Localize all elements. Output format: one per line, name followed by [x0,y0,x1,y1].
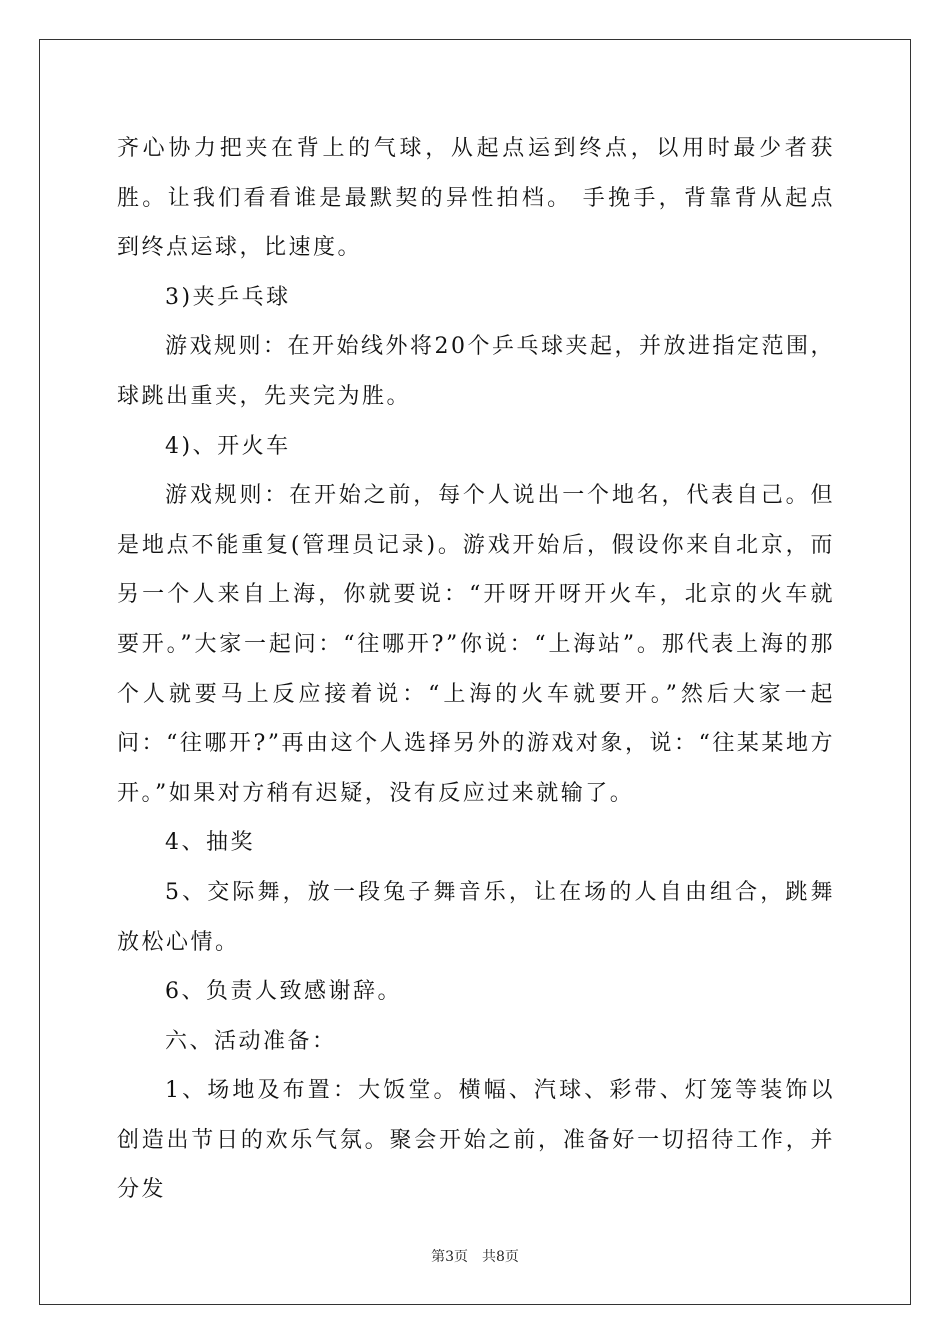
item-thanks-speech: 6、负责人致感谢辞。 [165,979,402,1005]
heading-train-game: 4)、开火车 [165,433,291,459]
paragraph-venue-setup: 1、场地及布置：大饭堂。横幅、汽球、彩带、灯笼等装饰以创造出节日的欢乐气氛。聚会开始之前，准备好一切招待工作，并分发 [117,1078,835,1203]
item-lottery: 4、抽奖 [165,830,255,856]
page-number-footer: 第3页 共8页 [431,1249,519,1265]
item-social-dance: 5、交际舞，放一段兔子舞音乐，让在场的人自由组合，跳舞放松心情。 [117,879,835,955]
section-heading-preparation: 六、活动准备： [165,1028,337,1054]
paragraph-train-rules: 游戏规则：在开始之前，每个人说出一个地名，代表自己。但是地点不能重复(管理员记录)。游戏开始后，假设你来自北京，而另一个人来自上海，你就要说：“开呀开呀开火车，北京的火车就要开。”大家一起问：“往哪开?”你说：“上海站”。那代表上海的那个人就要马上反应接着说：“上海的火车就要开。”然后大家一起问：“往哪开?”再由这个人选择另外的游戏对象，说：“往某某地方开。”如果对方稍有迟疑，没有反应过来就输了。 [117,483,835,806]
heading-ping-pong-game: 3)夹乒乓球 [165,284,291,310]
paragraph-ping-pong-rules: 游戏规则：在开始线外将20个乒乓球夹起，并放进指定范围，球跳出重夹，先夹完为胜。 [117,334,835,409]
paragraph-balloon-relay: 齐心协力把夹在背上的气球，从起点运到终点，以用时最少者获胜。让我们看看谁是最默契的异性拍档。 手挽手，背靠背从起点到终点运球，比速度。 [117,136,835,261]
document-body [117,124,835,1215]
